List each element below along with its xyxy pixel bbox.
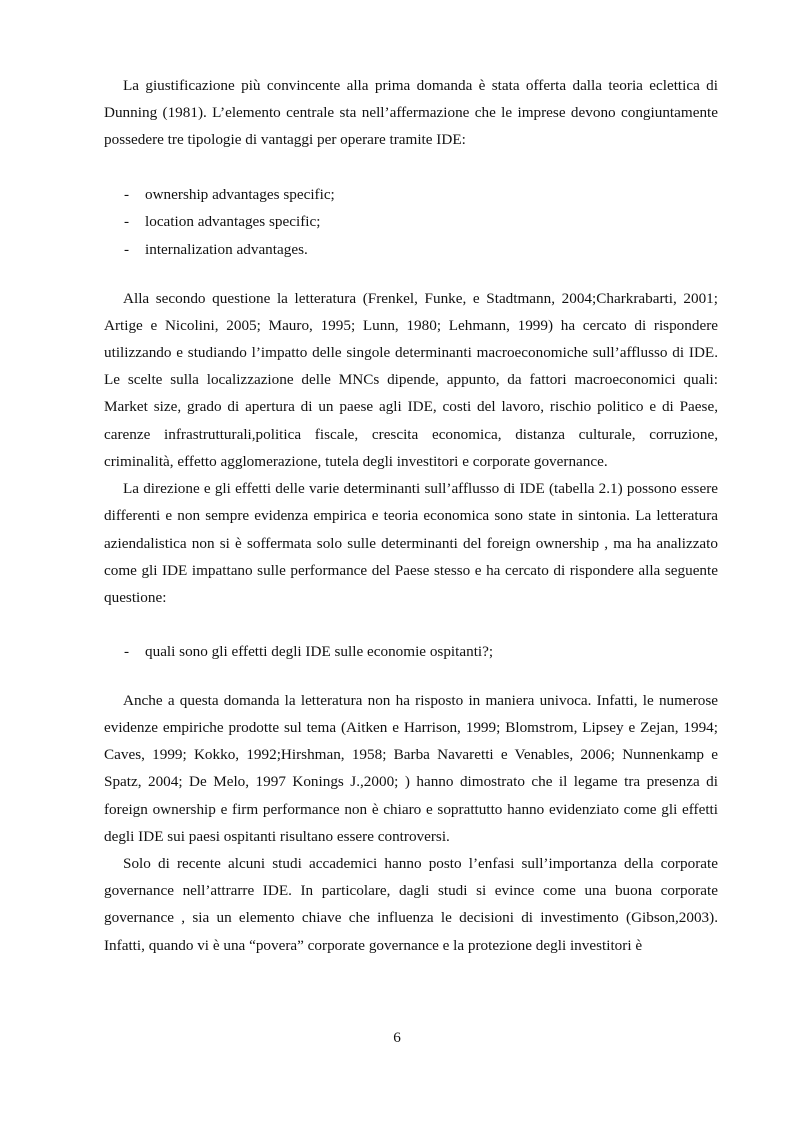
list-item-text: location advantages specific;	[145, 213, 321, 231]
list-item	[104, 181, 718, 209]
advantages-list	[104, 181, 718, 264]
paragraph-dunning: La giustificazione più convincente alla prima domanda è stata offerta dalla teoria eclettica di Dunning (1981). L’elemento centrale sta nell’affermazione che le imprese devono congiuntamente possedere tre tipologie di vantaggi per operare tramite IDE:	[104, 77, 718, 149]
list-item-text: ownership advantages specific;	[145, 185, 335, 203]
list-item	[104, 208, 718, 236]
spacer	[104, 666, 718, 687]
paragraph-macro-determinants: Alla secondo questione la letteratura (Frenkel, Funke, e Stadtmann, 2004;Charkrabarti, 2001; Artige e Nicolini, 2005; Mauro, 1995; Lunn, 1980; Lehmann, 1999) ha cercato di rispondere utilizzando e studiando l’impatto delle singole determinanti macroeconomiche sull’afflusso di IDE. Le scelte sulla localizzazione delle MNCs dipende, appunto, da fattori macroeconomici quali: Market size, grado di apertura di un paese agli IDE, costi del lavoro, rischio politico e di Paese, carenze infrastrutturali,politica fiscale, crescita economica, distanza culturale, corruzione, criminalità, effetto agglomerazione, tutela degli investitori e corporate governance.	[104, 289, 718, 470]
spacer	[104, 154, 718, 181]
list-dash: -	[124, 240, 130, 258]
list-item	[104, 638, 718, 666]
list-item-text: internalization advantages.	[145, 240, 308, 258]
list-dash: -	[124, 213, 130, 231]
question-list	[104, 638, 718, 666]
paragraph-corporate-governance: Solo di recente alcuni studi accademici hanno posto l’enfasi sull’importanza della corporate governance nell’attrarre IDE. In particolare, dagli studi si evince come una buona corporate governance , sia un elemento chiave che influenza le decisioni di investimento (Gibson,2003). Infatti, quando vi è una “povera” corporate governance e la protezione degli investitori è	[104, 855, 718, 954]
page-number: 6	[393, 1029, 401, 1046]
spacer	[104, 611, 718, 638]
paragraph-empirical-evidence: Anche a questa domanda la letteratura non ha risposto in maniera univoca. Infatti, le numerose evidenze empiriche prodotte sul tema (Aitken e Harrison, 1999; Blomstrom, Lipsey e Zejan, 1994; Caves, 1999; Kokko, 1992;Hirshman, 1958; Barba Navaretti e Venables, 2006; Nunnenkamp e Spatz, 2004; De Melo, 1997 Konings J.,2000; ) hanno dimostrato che il legame tra presenza di foreign ownership e firm performance non è chiaro e soprattutto hanno evidenziato come gli effetti degli IDE sui paesi ospitanti risultano essere controversi.	[104, 691, 718, 845]
list-item	[104, 236, 718, 264]
paragraph-effects-determinants: La direzione e gli effetti delle varie determinanti sull’afflusso di IDE (tabella 2.1) possono essere differenti e non sempre evidenza empirica e teoria economica sono state in sintonia. La letteratura aziendalistica non si è soffermata solo sulle determinanti del foreign ownership , ma ha analizzato come gli IDE impattano sulle performance del Paese stesso e ha cercato di rispondere alla seguente questione:	[104, 480, 718, 606]
list-dash: -	[124, 185, 130, 203]
list-dash: -	[124, 643, 130, 661]
list-item-text: quali sono gli effetti degli IDE sulle economie ospitanti?;	[145, 643, 494, 661]
document-page	[104, 72, 718, 959]
spacer	[104, 264, 718, 285]
